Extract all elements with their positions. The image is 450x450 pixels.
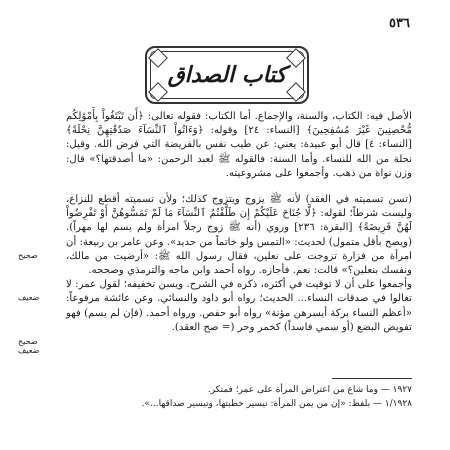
grading-note: ضعيف [18,346,40,355]
footnote-divider [332,378,412,379]
paragraph-consensus: وأجمعوا على أن لا توقيت في أكثره، ذكره في الشرح. ويسن تخفيفه؛ لقول عمر: لا تغالوا في صدقات النساء... الحديث؛ رواه أبو داود والنسائي. وعن عائشة مرفوعاً: «أعظم النساء بركة أيسرهن مؤنة» رواه أبو حفص. ورواه أحمد. (فإن لم يسم) فهو تفويض البضع (أو سمي فاسداً) كخمر وحر (= صح العقد). [66,279,412,333]
ornament-icon [148,82,168,102]
grading-note: صحيح [18,337,38,346]
body-text [66,110,412,335]
ornament-icon [286,82,306,102]
grading-note: ضعيف [18,293,40,302]
chapter-title-banner [145,46,309,104]
footnote: ١٩٢٧ — وما شاع من اعتراض المرأة على عمر؛ فمنكر. [207,385,412,395]
footnotes [66,384,412,412]
page-number: ٥٣٦ [389,16,410,31]
chapter-title: كتاب الصداق [167,62,287,88]
ornament-icon [148,48,168,68]
footnote: ١/١٩٢٨ — بلفظ: «إن من يمن المرأة: تيسير خطبتها، وتيسير صداقها...». [141,399,412,409]
paragraph-intro: الأصل فيه: الكتاب، والسنة، والإجماع. أما الكتاب: فقوله تعالى: ﴿أَن تَبْتَغُواْ بِأَمْوَٰلِكُم مُّحْصِنِينَ غَيْرَ مُسَٰفِحِينَ﴾ [النساء: ٢٤] وقوله: ﴿وَءَاتُواْ ٱلنِّسَآءَ صَدُقَٰتِهِنَّ نِحْلَةً﴾ [النساء: ٤] قال أبو عبيدة: يعني: عن طيب نفس بالفريضة التي فرض الله. وقيل: نحلة من الله للنساء. وأما السنة: فالقوله ﷺ لعبد الرحمن: «ما أصدقتها؟» قال: وزن نواة من ذهب. وأجمعوا على مشروعيته. [66,111,412,179]
ornament-icon [286,48,306,68]
paragraph-naming: (تسن تسميته في العقد) لأنه ﷺ يزوج ويتزوج كذلك؛ ولأن تسميته أقطع للنزاع، وليست شرطاً؛ لقوله: ﴿لَّا جُنَاحَ عَلَيْكُمْ إِن طَلَّقْتُمُ ٱلنِّسَآءَ مَا لَمْ تَمَسُّوهُنَّ أَوْ تَفْرِضُواْ لَهُنَّ فَرِيضَةً﴾ [البقرة: ٢٣٦] وروي (أنه ﷺ زوج رجلاً امرأة ولم يسم لها مهراً). (ويصح بأقل متمول) لحديث: «التمس ولو خاتماً من حديد». وعن عامر بن ربيعة: أن امرأة من فزارة تزوجت على نعلين، فقال رسول الله ﷺ: «أرضيت من مالك، ونفسك بنعلين؟» قالت: نعم. فأجازه. رواه أحمد وابن ماجه والترمذي وصححه. [66,194,413,277]
grading-note: صحيح [18,251,38,260]
